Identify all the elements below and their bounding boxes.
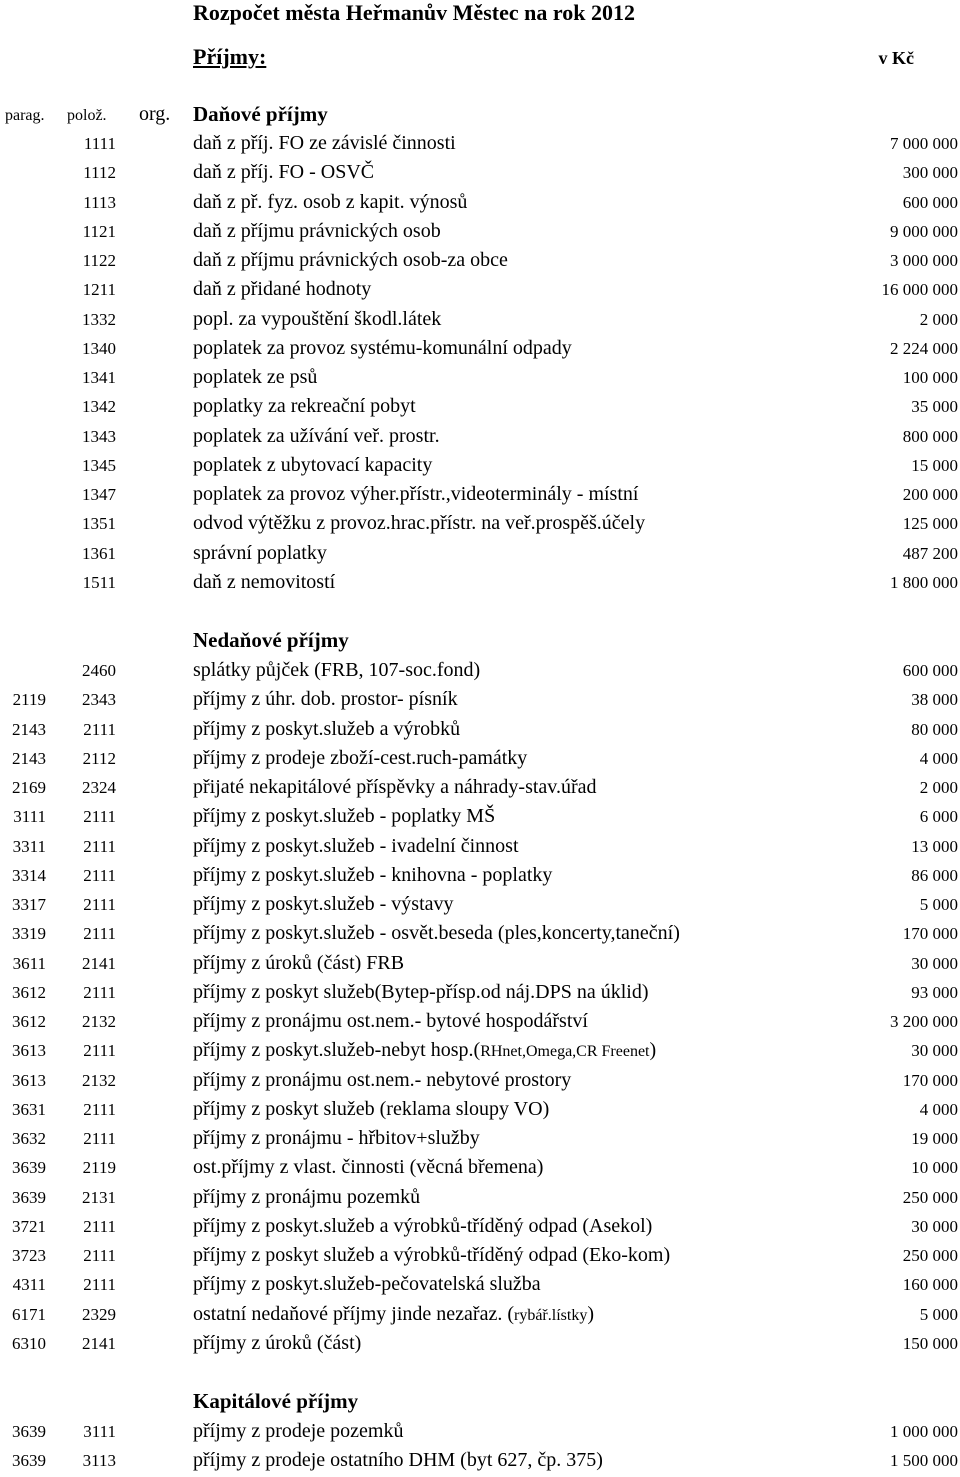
table-row bbox=[0, 158, 960, 187]
description-close: ) bbox=[649, 1039, 657, 1062]
item-description bbox=[193, 1124, 480, 1153]
item-description bbox=[193, 715, 460, 744]
table-row bbox=[0, 568, 960, 597]
item-description bbox=[193, 539, 327, 568]
paragraph-code: 6171 bbox=[12, 1304, 46, 1324]
item-description bbox=[193, 275, 371, 304]
item-code: 1511 bbox=[82, 572, 116, 592]
item-description bbox=[193, 1212, 652, 1241]
table-row bbox=[0, 744, 960, 773]
amount: 80 000 bbox=[911, 719, 958, 739]
table-row bbox=[0, 451, 960, 480]
item-code: 2111 bbox=[83, 719, 116, 739]
table-row bbox=[0, 217, 960, 246]
table-row bbox=[0, 1124, 960, 1153]
item-description bbox=[193, 509, 645, 538]
amount: 2 000 bbox=[919, 309, 958, 329]
table-row bbox=[0, 1300, 960, 1329]
amount: 150 000 bbox=[902, 1333, 958, 1353]
item-code: 1345 bbox=[82, 455, 116, 475]
item-code: 1111 bbox=[83, 134, 116, 153]
amount: 30 000 bbox=[911, 1216, 958, 1236]
table-row bbox=[0, 1329, 960, 1358]
amount: 4 000 bbox=[919, 1099, 958, 1119]
amount: 15 000 bbox=[911, 455, 958, 475]
description-text: ostatní nedaňové příjmy jinde nezařaz. ( bbox=[193, 1302, 514, 1325]
amount: 93 000 bbox=[911, 982, 958, 1002]
item-code: 2460 bbox=[82, 661, 116, 680]
item-code: 1122 bbox=[82, 251, 116, 270]
amount: 10 000 bbox=[911, 1158, 958, 1178]
paragraph-code: 3317 bbox=[12, 895, 46, 914]
item-code: 2111 bbox=[83, 807, 116, 827]
item-description bbox=[193, 1270, 541, 1299]
table-row bbox=[0, 1212, 960, 1241]
amount: 600 000 bbox=[902, 661, 958, 680]
item-code: 2119 bbox=[82, 1158, 116, 1178]
description-text: daň z př. fyz. osob z kapit. výnosů bbox=[193, 190, 468, 213]
paragraph-code: 3639 bbox=[12, 1187, 46, 1207]
item-description bbox=[193, 685, 458, 714]
item-code: 1332 bbox=[82, 309, 116, 329]
item-code: 2111 bbox=[83, 924, 116, 944]
income-heading: Příjmy: bbox=[193, 44, 267, 69]
table-row bbox=[0, 1036, 960, 1065]
section-title-nontax: Nedaňové příjmy bbox=[193, 628, 349, 652]
table-row bbox=[0, 715, 960, 744]
item-code: 1342 bbox=[82, 397, 116, 417]
item-description bbox=[193, 832, 519, 861]
paragraph-code: 3721 bbox=[12, 1216, 46, 1236]
amount: 1 000 000 bbox=[890, 1422, 958, 1441]
amount: 5 000 bbox=[919, 895, 958, 914]
amount: 2 224 000 bbox=[890, 338, 958, 358]
item-code: 2111 bbox=[83, 895, 116, 914]
item-description bbox=[193, 1153, 543, 1182]
item-code: 2111 bbox=[83, 1246, 116, 1265]
amount: 1 500 000 bbox=[890, 1451, 958, 1471]
table-row bbox=[0, 480, 960, 509]
description-text: daň z příj. FO ze závislé činnosti bbox=[193, 132, 456, 154]
table-row bbox=[0, 1095, 960, 1124]
description-text: příjmy z úroků (část) bbox=[193, 1331, 362, 1354]
item-description bbox=[193, 744, 527, 773]
table-row bbox=[0, 1153, 960, 1182]
item-description bbox=[193, 480, 638, 509]
table-row bbox=[0, 861, 960, 890]
table-row bbox=[0, 802, 960, 831]
amount: 13 000 bbox=[911, 836, 958, 856]
item-description bbox=[193, 451, 432, 480]
paragraph-code: 2143 bbox=[12, 719, 46, 739]
item-description bbox=[193, 1066, 571, 1095]
item-code: 1211 bbox=[82, 280, 116, 300]
amount: 3 200 000 bbox=[890, 1012, 958, 1031]
amount: 4 000 bbox=[919, 748, 958, 768]
item-description bbox=[193, 949, 404, 978]
item-code: 1340 bbox=[82, 338, 116, 358]
amount: 170 000 bbox=[902, 1070, 958, 1090]
amount: 9 000 000 bbox=[890, 221, 958, 241]
table-row bbox=[0, 422, 960, 451]
item-code: 1351 bbox=[82, 514, 116, 534]
item-description bbox=[193, 890, 454, 919]
paragraph-code: 3723 bbox=[12, 1246, 46, 1265]
description-text: daň z příjmu právnických osob bbox=[193, 219, 441, 242]
paragraph-code: 3314 bbox=[12, 865, 46, 885]
table-row bbox=[0, 1241, 960, 1270]
item-code: 2329 bbox=[82, 1304, 116, 1324]
amount: 170 000 bbox=[902, 924, 958, 944]
paragraph-code: 2119 bbox=[12, 690, 46, 710]
item-code: 2132 bbox=[82, 1012, 116, 1031]
item-code: 2111 bbox=[83, 1216, 116, 1236]
paragraph-code: 3612 bbox=[12, 1012, 46, 1031]
amount: 7 000 000 bbox=[890, 134, 958, 153]
paragraph-code: 3319 bbox=[12, 924, 46, 944]
table-row bbox=[0, 685, 960, 714]
amount: 19 000 bbox=[911, 1129, 958, 1148]
column-header-poloz: polož. bbox=[67, 107, 107, 124]
item-code: 2112 bbox=[82, 748, 116, 768]
description-text: daň z přidané hodnoty bbox=[193, 278, 372, 301]
item-description bbox=[193, 188, 467, 217]
paragraph-code: 3111 bbox=[13, 807, 46, 827]
item-description bbox=[193, 363, 317, 392]
item-description bbox=[193, 392, 416, 421]
description-note: rybář.lístky bbox=[514, 1306, 588, 1324]
currency-unit: v Kč bbox=[878, 48, 914, 68]
paragraph-code: 2169 bbox=[12, 778, 46, 797]
description-text: příjmy z poskyt.služeb - ivadelní činnost bbox=[193, 834, 519, 857]
description-text: příjmy z poskyt.služeb - poplatky MŠ bbox=[193, 805, 496, 828]
item-description bbox=[193, 568, 335, 597]
amount: 800 000 bbox=[902, 426, 958, 446]
item-code: 2111 bbox=[83, 1099, 116, 1119]
item-description bbox=[193, 978, 649, 1007]
column-header-parag: parag. bbox=[5, 107, 45, 124]
item-description bbox=[193, 1417, 404, 1446]
description-text: splátky půjček (FRB, 107-soc.fond) bbox=[193, 659, 481, 681]
item-description bbox=[193, 1241, 670, 1270]
description-text: příjmy z poskyt.služeb-nebyt hosp.( bbox=[193, 1039, 481, 1062]
description-text: příjmy z poskyt služeb (reklama sloupy VO) bbox=[193, 1097, 550, 1120]
amount: 35 000 bbox=[911, 397, 958, 417]
description-text: příjmy z pronájmu ost.nem.- nebytové prostory bbox=[193, 1068, 572, 1091]
item-description bbox=[193, 1329, 361, 1358]
table-row bbox=[0, 334, 960, 363]
column-header-org: org. bbox=[139, 103, 171, 125]
item-description bbox=[193, 129, 456, 158]
item-description bbox=[193, 773, 597, 802]
item-description bbox=[193, 1007, 588, 1036]
amount: 16 000 000 bbox=[881, 280, 958, 300]
table-row bbox=[0, 188, 960, 217]
description-text: popl. za vypouštění škodl.látek bbox=[193, 307, 442, 330]
item-description bbox=[193, 1095, 549, 1124]
table-row bbox=[0, 949, 960, 978]
amount: 250 000 bbox=[902, 1187, 958, 1207]
item-code: 1112 bbox=[83, 163, 116, 183]
item-code: 2141 bbox=[82, 953, 116, 973]
table-row bbox=[0, 305, 960, 334]
amount: 160 000 bbox=[902, 1275, 958, 1295]
item-code: 2111 bbox=[83, 836, 116, 856]
paragraph-code: 3611 bbox=[12, 953, 46, 973]
paragraph-code: 3613 bbox=[12, 1041, 46, 1061]
table-row bbox=[0, 539, 960, 568]
table-row bbox=[0, 1270, 960, 1299]
item-description bbox=[193, 217, 441, 246]
item-code: 2111 bbox=[83, 1041, 116, 1061]
description-text: příjmy z úhr. dob. prostor- písník bbox=[193, 688, 458, 711]
table-row bbox=[0, 363, 960, 392]
description-text: příjmy z poskyt.služeb-pečovatelská služba bbox=[193, 1273, 541, 1296]
description-text: správní poplatky bbox=[193, 541, 327, 564]
amount: 600 000 bbox=[902, 192, 958, 212]
description-text: daň z příj. FO - OSVČ bbox=[193, 161, 375, 184]
description-text: daň z nemovitostí bbox=[193, 570, 336, 593]
table-row bbox=[0, 656, 960, 685]
description-text: příjmy z pronájmu pozemků bbox=[193, 1185, 421, 1208]
description-text: příjmy z pronájmu - hřbitov+služby bbox=[193, 1127, 480, 1149]
table-row bbox=[0, 773, 960, 802]
item-code: 2111 bbox=[83, 1275, 116, 1295]
paragraph-code: 4311 bbox=[12, 1275, 46, 1295]
paragraph-code: 3639 bbox=[12, 1158, 46, 1178]
description-text: příjmy z prodeje pozemků bbox=[193, 1420, 404, 1442]
amount: 5 000 bbox=[919, 1304, 958, 1324]
table-row bbox=[0, 1417, 960, 1446]
item-description bbox=[193, 1446, 603, 1475]
description-text: příjmy z úroků (část) FRB bbox=[193, 951, 405, 974]
description-text: příjmy z poskyt služeb(Bytep-přísp.od náj.DPS na úklid) bbox=[193, 980, 649, 1003]
table-row bbox=[0, 1066, 960, 1095]
table-row bbox=[0, 129, 960, 158]
item-code: 3111 bbox=[83, 1422, 116, 1441]
amount: 250 000 bbox=[902, 1246, 958, 1265]
amount: 487 200 bbox=[902, 543, 958, 563]
item-code: 2324 bbox=[82, 778, 116, 797]
paragraph-code: 3639 bbox=[12, 1451, 46, 1471]
item-code: 1121 bbox=[82, 221, 116, 241]
paragraph-code: 3612 bbox=[12, 982, 46, 1002]
item-code: 1113 bbox=[83, 192, 116, 212]
table-row bbox=[0, 890, 960, 919]
description-text: přijaté nekapitálové příspěvky a náhrady-stav.úřad bbox=[193, 776, 597, 798]
paragraph-code: 2143 bbox=[12, 748, 46, 768]
amount: 2 000 bbox=[919, 778, 958, 797]
item-description bbox=[193, 656, 480, 685]
description-text: poplatek z ubytovací kapacity bbox=[193, 453, 433, 476]
description-text: příjmy z poskyt.služeb - knihovna - poplatky bbox=[193, 863, 553, 886]
item-code: 2131 bbox=[82, 1187, 116, 1207]
paragraph-code: 3631 bbox=[12, 1099, 46, 1119]
section-title-capital: Kapitálové příjmy bbox=[193, 1389, 359, 1413]
amount: 1 800 000 bbox=[890, 572, 958, 592]
item-description bbox=[193, 422, 440, 451]
paragraph-code: 3632 bbox=[12, 1129, 46, 1148]
description-close: ) bbox=[587, 1302, 594, 1325]
description-text: příjmy z prodeje ostatního DHM (byt 627, čp. 375) bbox=[193, 1449, 603, 1472]
description-text: odvod výtěžku z provoz.hrac.přístr. na veř.prospěš.účely bbox=[193, 512, 646, 535]
table-row bbox=[0, 919, 960, 948]
paragraph-code: 3639 bbox=[12, 1422, 46, 1441]
amount: 30 000 bbox=[911, 953, 958, 973]
table-row bbox=[0, 1183, 960, 1212]
item-description bbox=[193, 158, 374, 187]
description-text: příjmy z poskyt.služeb - výstavy bbox=[193, 893, 454, 915]
item-description bbox=[193, 861, 552, 890]
description-text: příjmy z poskyt služeb a výrobků-tříděný odpad (Eko-kom) bbox=[193, 1244, 671, 1266]
table-row bbox=[0, 832, 960, 861]
description-text: poplatek za provoz systému-komunální odpady bbox=[193, 336, 572, 359]
paragraph-code: 3311 bbox=[12, 836, 46, 856]
description-text: poplatek za užívání veř. prostr. bbox=[193, 424, 440, 447]
amount: 125 000 bbox=[902, 514, 958, 534]
item-description bbox=[193, 802, 495, 831]
item-description bbox=[193, 305, 441, 334]
page-title: Rozpočet města Heřmanův Městec na rok 2012 bbox=[193, 0, 635, 25]
item-description bbox=[193, 334, 572, 363]
description-text: příjmy z pronájmu ost.nem.- bytové hospodářství bbox=[193, 1010, 588, 1032]
section-title-tax: Daňové příjmy bbox=[193, 102, 328, 126]
item-code: 2111 bbox=[83, 982, 116, 1002]
table-row bbox=[0, 1007, 960, 1036]
item-code: 1347 bbox=[82, 485, 116, 504]
description-text: daň z příjmu právnických osob-za obce bbox=[193, 249, 508, 271]
amount: 6 000 bbox=[919, 807, 958, 827]
amount: 200 000 bbox=[902, 485, 958, 504]
item-code: 2132 bbox=[82, 1070, 116, 1090]
description-text: příjmy z poskyt.služeb a výrobků-tříděný odpad (Asekol) bbox=[193, 1214, 653, 1237]
item-description bbox=[193, 1036, 656, 1066]
description-text: příjmy z poskyt.služeb - osvět.beseda (ples,koncerty,taneční) bbox=[193, 922, 680, 945]
description-text: ost.příjmy z vlast. činnosti (věcná břemena) bbox=[193, 1156, 544, 1179]
description-text: poplatky za rekreační pobyt bbox=[193, 395, 416, 418]
table-row bbox=[0, 275, 960, 304]
item-description bbox=[193, 1183, 420, 1212]
amount: 100 000 bbox=[902, 368, 958, 387]
table-row bbox=[0, 392, 960, 421]
item-code: 1343 bbox=[82, 426, 116, 446]
description-text: poplatek za provoz výher.přístr.,videoterminály - místní bbox=[193, 483, 639, 505]
table-row bbox=[0, 509, 960, 538]
item-code: 3113 bbox=[82, 1451, 116, 1471]
item-code: 1361 bbox=[82, 543, 116, 563]
paragraph-code: 3613 bbox=[12, 1070, 46, 1090]
amount: 300 000 bbox=[902, 163, 958, 183]
item-description bbox=[193, 246, 508, 275]
table-row bbox=[0, 978, 960, 1007]
item-description bbox=[193, 919, 680, 948]
amount: 38 000 bbox=[911, 690, 958, 710]
item-code: 2111 bbox=[83, 865, 116, 885]
item-code: 2343 bbox=[82, 690, 116, 710]
description-note: RHnet,Omega,CR Freenet bbox=[480, 1043, 650, 1061]
amount: 3 000 000 bbox=[890, 251, 958, 270]
item-code: 2111 bbox=[83, 1129, 116, 1148]
paragraph-code: 6310 bbox=[12, 1333, 46, 1353]
item-code: 1341 bbox=[82, 368, 116, 387]
item-description bbox=[193, 1300, 594, 1330]
amount: 86 000 bbox=[911, 865, 958, 885]
table-row bbox=[0, 1446, 960, 1475]
description-text: poplatek ze psů bbox=[193, 366, 318, 388]
amount: 30 000 bbox=[911, 1041, 958, 1061]
item-code: 2141 bbox=[82, 1333, 116, 1353]
table-row bbox=[0, 246, 960, 275]
description-text: příjmy z poskyt.služeb a výrobků bbox=[193, 717, 461, 740]
description-text: příjmy z prodeje zboží-cest.ruch-památky bbox=[193, 746, 528, 769]
